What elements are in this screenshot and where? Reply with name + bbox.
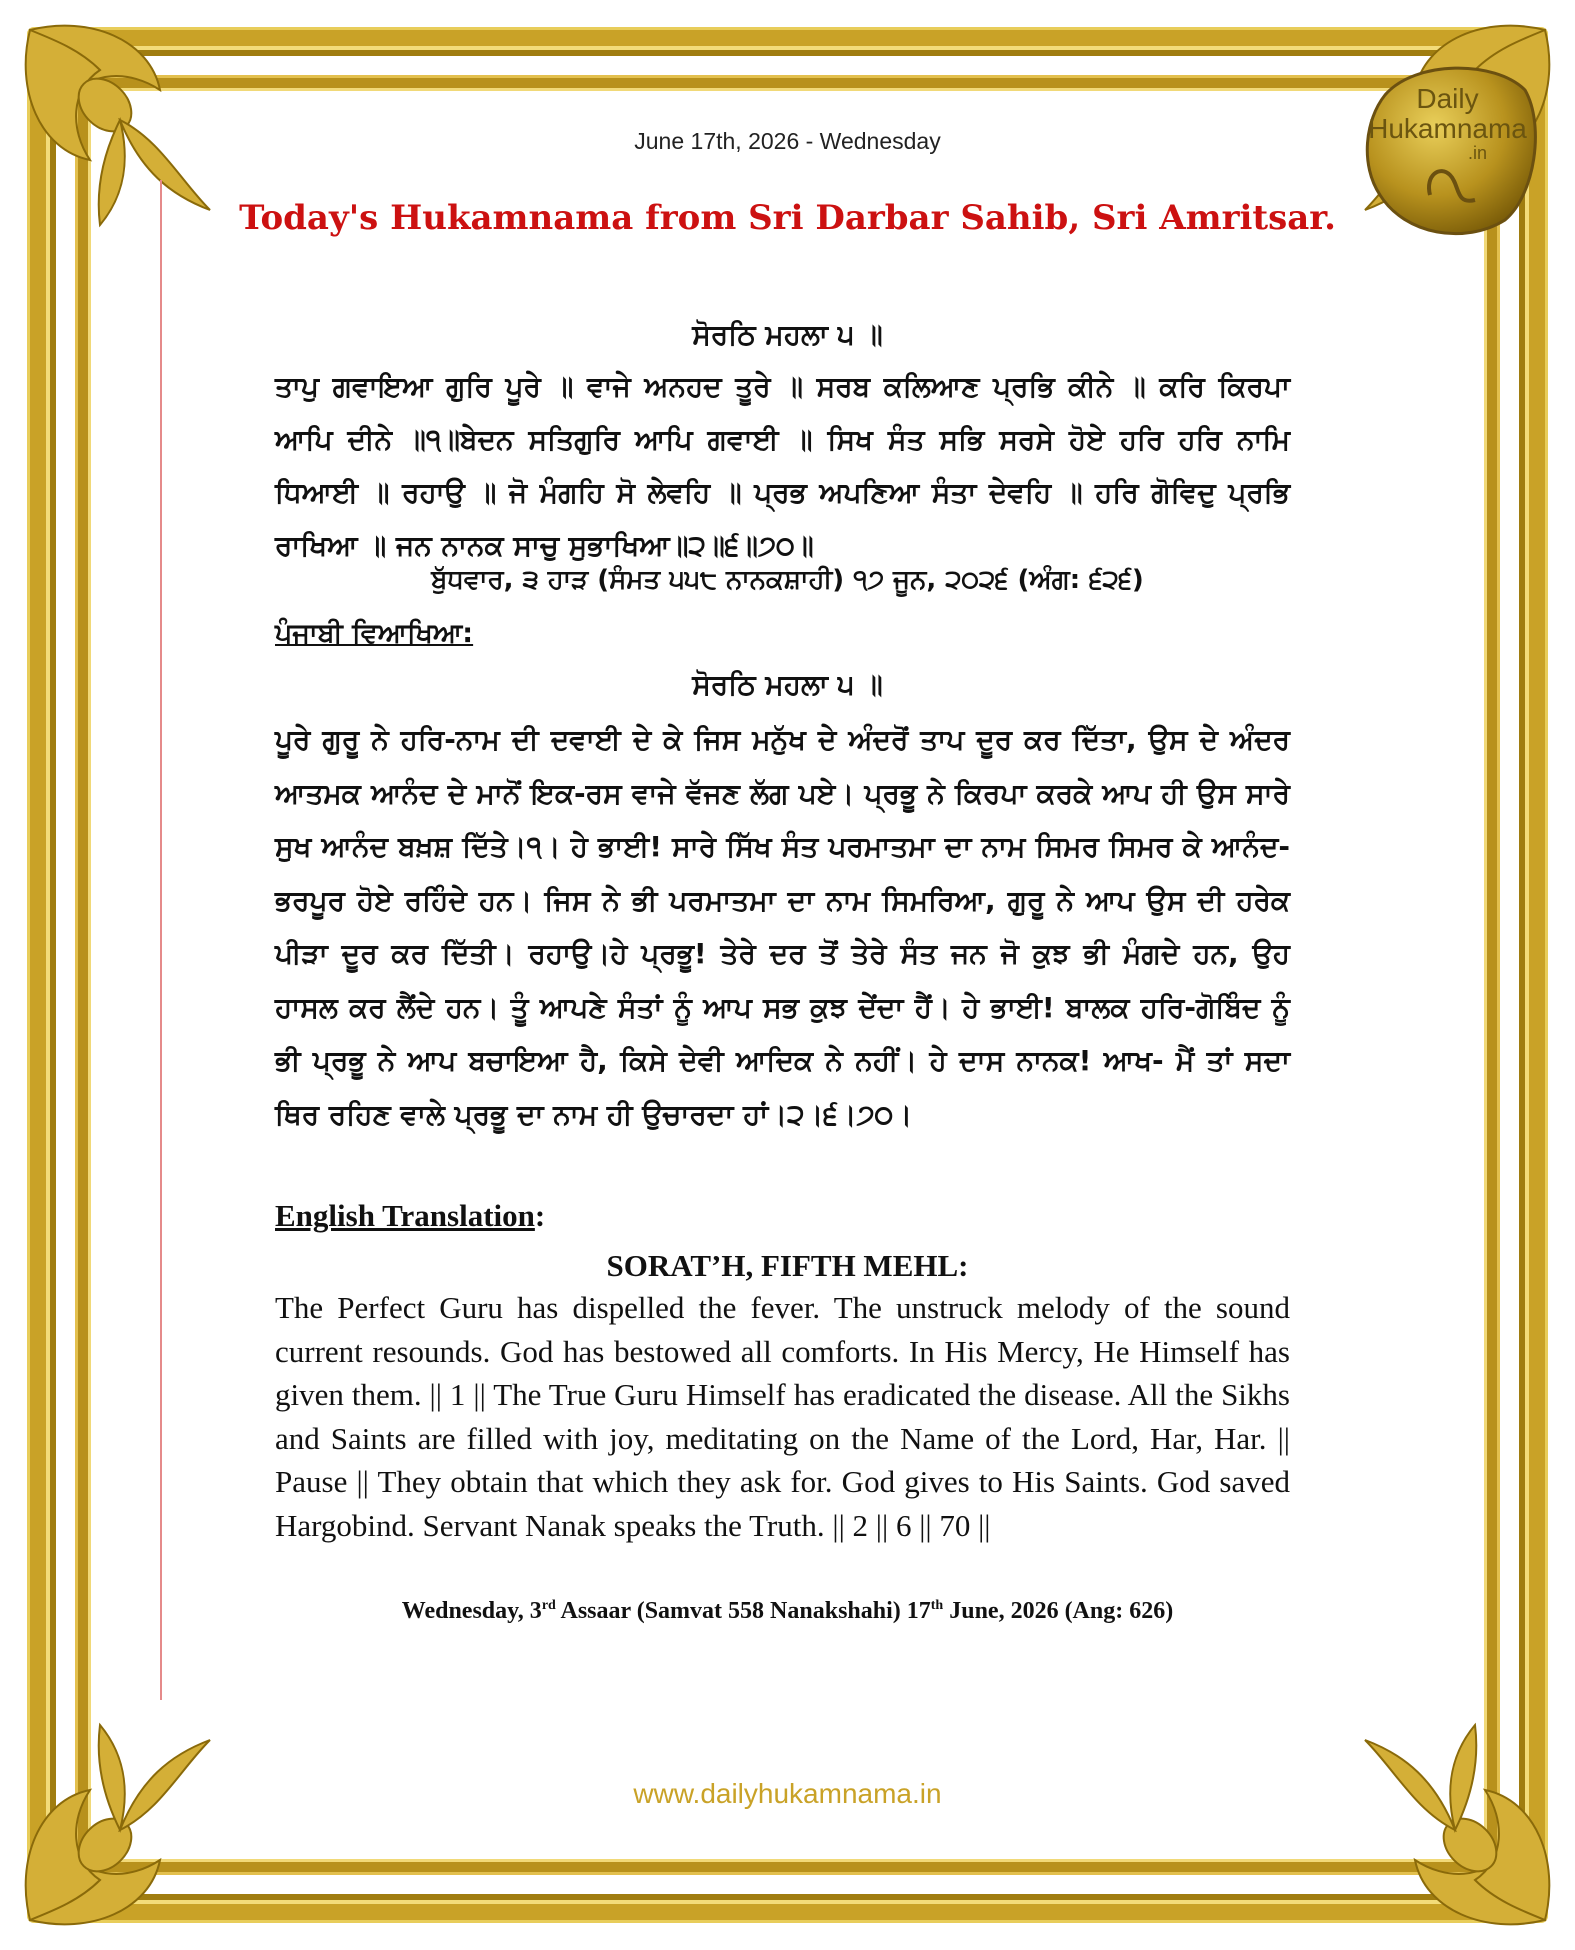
- english-label-colon: :: [534, 1198, 546, 1233]
- margin-line: [160, 180, 162, 1700]
- logo-line-2: Hukamnama: [1368, 113, 1527, 144]
- english-date-suffix: rd: [541, 1598, 556, 1613]
- english-date-part: Wednesday, 3: [401, 1598, 542, 1624]
- corner-bow-ornament-icon: [1335, 1710, 1565, 1940]
- vyakhya-text: ਪੂਰੇ ਗੁਰੂ ਨੇ ਹਰਿ-ਨਾਮ ਦੀ ਦਵਾਈ ਦੇ ਕੇ ਜਿਸ ਮਨੁੱਖ ਦੇ ਅੰਦਰੋਂ ਤਾਪ ਦੂਰ ਕਰ ਦਿੱਤਾ, ਉਸ ਦੇ ਅੰਦਰ ਆਤਮਕ ਆਨੰਦ ਦੇ ਮਾਨੋਂ ਇਕ-ਰਸ ਵਾਜੇ ਵੱਜਣ ਲੱਗ ਪਏ। ਪ੍ਰਭੂ ਨੇ ਕਿਰਪਾ ਕਰਕੇ ਆਪ ਹੀ ਉਸ ਸਾਰੇ ਸੁਖ ਆਨੰਦ ਬਖ਼ਸ਼ ਦਿੱਤੇ।੧। ਹੇ ਭਾਈ! ਸਾਰੇ ਸਿੱਖ ਸੰਤ ਪਰਮਾਤਮਾ ਦਾ ਨਾਮ ਸਿਮਰ ਸਿਮਰ ਕੇ ਆਨੰਦ-ਭਰਪੂਰ ਹੋਏ ਰਹਿੰਦੇ ਹਨ। ਜਿਸ ਨੇ ਭੀ ਪਰਮਾਤਮਾ ਦਾ ਨਾਮ ਸਿਮਰਿਆ, ਗੁਰੂ ਨੇ ਆਪ ਉਸ ਦੀ ਹਰੇਕ ਪੀੜਾ ਦੂਰ ਕਰ ਦਿੱਤੀ। ਰਹਾਉ।ਹੇ ਪ੍ਰਭੂ! ਤੇਰੇ ਦਰ ਤੋਂ ਤੇਰੇ ਸੰਤ ਜਨ ਜੋ ਕੁਝ ਭੀ ਮੰਗਦੇ ਹਨ, ਉਹ ਹਾਸਲ ਕਰ ਲੈਂਦੇ ਹਨ। ਤੂੰ ਆਪਣੇ ਸੰਤਾਂ ਨੂੰ ਆਪ ਸਭ ਕੁਝ ਦੇਂਦਾ ਹੈਂ। ਹੇ ਭਾਈ! ਬਾਲਕ ਹਰਿ-ਗੋਬਿੰਦ ਨੂੰ ਭੀ ਪ੍ਰਭੂ ਨੇ ਆਪ ਬਚਾਇਆ ਹੈ, ਕਿਸੇ ਦੇਵੀ ਆਦਿਕ ਨੇ ਨਹੀਂ। ਹੇ ਦਾਸ ਨਾਨਕ! ਆਖ- ਮੈਂ ਤਾਂ ਸਦਾ ਥਿਰ ਰਹਿਣ ਵਾਲੇ ਪ੍ਰਭੂ ਦਾ ਨਾਮ ਹੀ ਉਚਾਰਦਾ ਹਾਂ।੨।੬।੭੦।: [275, 723, 1290, 1131]
- english-translation-label: [275, 1198, 545, 1234]
- punjabi-vyakhya-label: ਪੰਜਾਬੀ ਵਿਆਖਿਆ:: [275, 618, 474, 649]
- english-date-line: [0, 1598, 1575, 1625]
- corner-bow-ornament-icon: [10, 1710, 240, 1940]
- shabad-heading: ਸੋਰਠਿ ਮਹਲਾ ੫ ॥: [692, 318, 883, 351]
- english-heading: SORAT’H, FIFTH MEHL:: [606, 1248, 969, 1283]
- footer-website-link[interactable]: www.dailyhukamnama.in: [633, 1778, 942, 1809]
- english-date-part: Assaar (Samvat 558 Nanakshahi) 17: [555, 1598, 931, 1624]
- english-date-suffix: th: [930, 1598, 944, 1613]
- english-text: The Perfect Guru has dispelled the fever. The unstruck melody of the sound current resounds. God has bestowed all comforts. In His Mercy, He Himself has given them. || 1 || The True Guru Himself has eradicated the disease. All the Sikhs and Saints are filled with joy, meditating on the Name of the Lord, Har, Har. || Pause || They obtain that which they ask for. God gives to His Saints. God saved Hargobind. Servant Nanak speaks the Truth. || 2 || 6 || 70 ||: [275, 1290, 1290, 1543]
- shabad-text: ਤਾਪੁ ਗਵਾਇਆ ਗੁਰਿ ਪੂਰੇ ॥ ਵਾਜੇ ਅਨਹਦ ਤੂਰੇ ॥ ਸਰਬ ਕਲਿਆਣ ਪ੍ਰਭਿ ਕੀਨੇ ॥ ਕਰਿ ਕਿਰਪਾ ਆਪਿ ਦੀਨੇ ॥੧॥ਬੇਦਨ ਸਤਿਗੁਰਿ ਆਪਿ ਗਵਾਈ ॥ ਸਿਖ ਸੰਤ ਸਭਿ ਸਰਸੇ ਹੋਏ ਹਰਿ ਹਰਿ ਨਾਮਿ ਧਿਆਈ ॥ ਰਹਾਉ ॥ ਜੋ ਮੰਗਹਿ ਸੋ ਲੇਵਹਿ ॥ ਪ੍ਰਭ ਅਪਣਿਆ ਸੰਤਾ ਦੇਵਹਿ ॥ ਹਰਿ ਗੋਵਿਦੁ ਪ੍ਰਭਿ ਰਾਖਿਆ ॥ ਜਨ ਨਾਨਕ ਸਾਚੁ ਸੁਭਾਖਿਆ॥੨॥੬॥੭੦॥: [275, 370, 1290, 562]
- header-date: June 17th, 2026 - Wednesday: [634, 128, 941, 154]
- vyakhya-heading: ਸੋਰਠਿ ਮਹਲਾ ੫ ॥: [692, 668, 883, 701]
- english-label-text: English Translation: [275, 1198, 535, 1233]
- shabad-date-line: ਬੁੱਧਵਾਰ, ੩ ਹਾੜ (ਸੰਮਤ ੫੫੮ ਨਾਨਕਸ਼ਾਹੀ) ੧੭ ਜੂਨ, ੨੦੨੬ (ਅੰਗ: ੬੨੬): [431, 565, 1144, 595]
- logo-line-1: Daily: [1416, 83, 1479, 114]
- page-title: Today's Hukamnama from Sri Darbar Sahib, Sri Amritsar.: [239, 198, 1336, 238]
- logo-line-3: .in: [1467, 143, 1487, 163]
- english-date-part: June, 2026 (Ang: 626): [943, 1598, 1174, 1624]
